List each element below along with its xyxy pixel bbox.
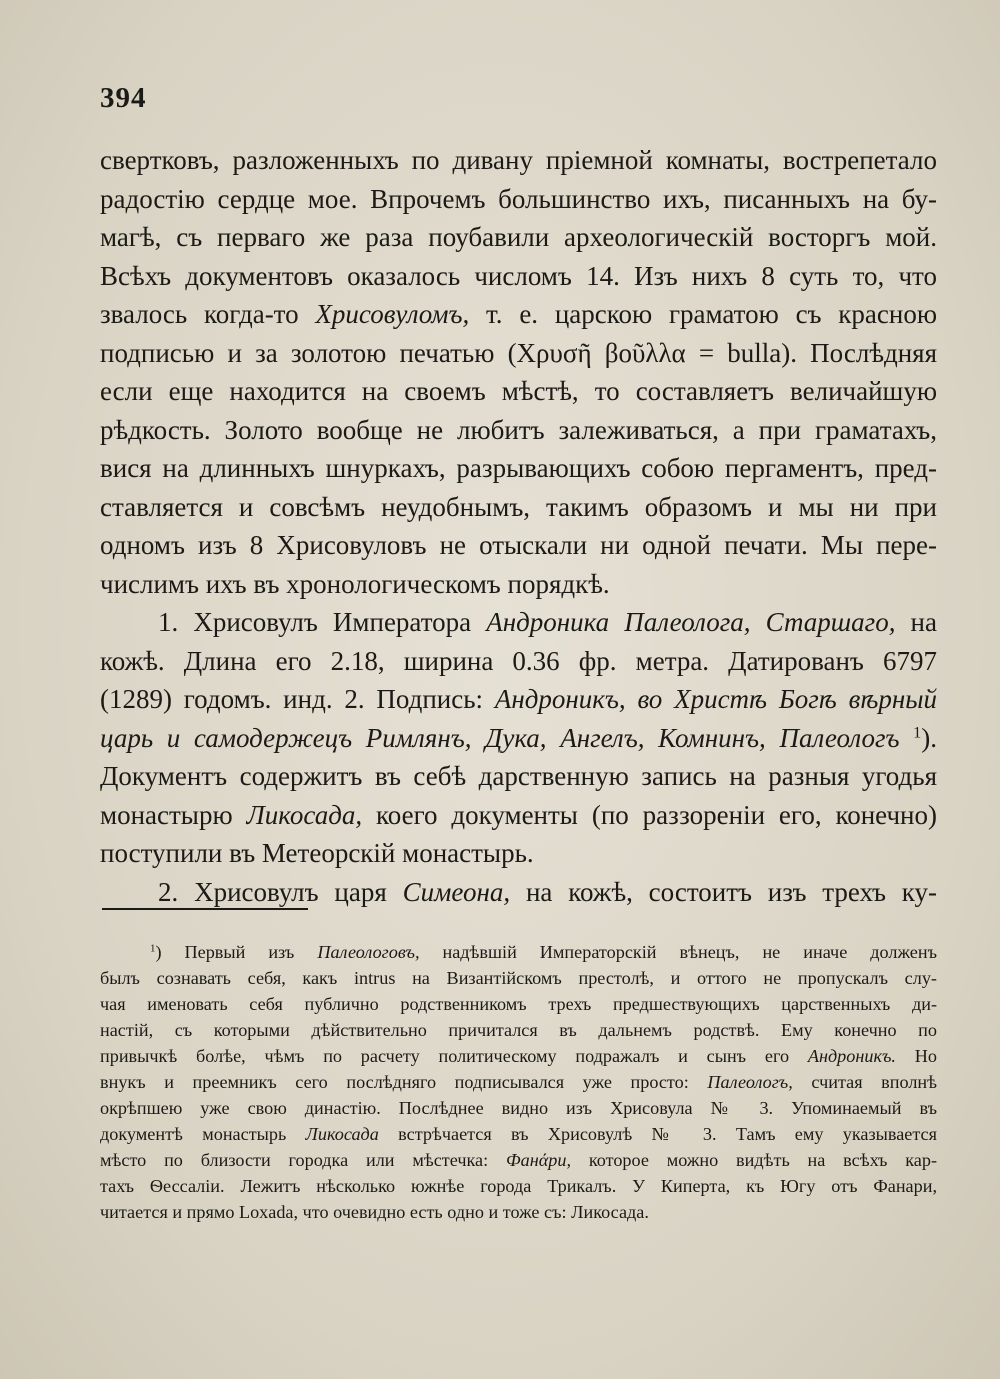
footnote-line: привычкѣ болѣе, чѣмъ по расчету политическому подражалъ и сынъ его Андроникъ. Но [100,1046,937,1066]
footnote-line: внукъ и преемникъ сего послѣдняго подписывался уже просто: Палеологъ, считая вполнѣ [100,1072,938,1092]
text-line: Всѣхъ документовъ оказалось числомъ 14. Изъ нихъ 8 суть то, что [100,260,937,291]
footnote-line: настій, съ которыми дѣйствительно причитался въ дальнемъ родствѣ. Ему конечно по [100,1020,937,1040]
footnote-line: тахъ Ѳессаліи. Лежитъ нѣсколько южнѣе города Трикалъ. У Киперта, къ Югу отъ Фанари, [100,1176,937,1196]
footnote-line: читается и прямо Loxada, что очевидно есть одно и тоже съ: Ликосада. [100,1202,649,1222]
footnote-ref[interactable]: 1 [913,722,922,741]
footnote-line: окрѣпшею уже свою династію. Послѣднее видно изъ Хрисовула № 3. Упоминаемый въ [100,1098,937,1118]
text-line: царь и самодержецъ Римлянъ, Дука, Ангелъ, Комнинъ, Палеологъ $^1$). [100,722,938,753]
text-line: магѣ, съ перваго же раза поубавили археологическій восторгъ мой. [100,222,937,252]
footnotes [100,939,937,1225]
footnote-line: мѣсто по близости городка или мѣстечка: Фанάри, которое можно видѣть на всѣхъ кар- [100,1150,938,1170]
text-line: монастырю Ликосада, коего документы (по раззореніи его, конечно) [100,799,937,830]
text-line: одномъ изъ 8 Хрисовуловъ не отыскали ни одной печати. Мы пере- [100,530,937,560]
text-line: вися на длинныхъ шнуркахъ, разрывающихъ собою пергаментъ, пред- [100,453,937,483]
text-line: 1. Хрисовулъ Императора Андроника Палеолога, Старшаго, на [158,607,937,637]
text-line: 2. Хрисовулъ царя Симеона, на кожѣ, состоитъ изъ трехъ ку- [158,876,938,907]
footnote-line: документѣ монастырь Ликосада встрѣчается въ Хрисовулѣ № 3. Тамъ ему указывается [100,1124,937,1144]
text-line: поступили въ Метеорскій монастырь. [100,838,534,868]
text-line: ставляется и совсѣмъ неудобнымъ, такимъ образомъ и мы ни при [100,491,937,522]
text-line: радостію сердце мое. Впрочемъ большинство ихъ, писанныхъ на бу- [100,183,937,214]
text-line: кожѣ. Длина его 2.18, ширина 0.36 фр. метра. Датированъ 6797 [100,645,937,676]
text-line: (1289) годомъ. инд. 2. Подпись: Андроникъ, во Христѣ Богѣ вѣрный [100,684,938,714]
footnote-line: чая именовать себя публично родственникомъ трехъ предшествующихъ царственныхъ ди- [100,994,937,1014]
text-line: свертковъ, разложенныхъ по дивану пріемной комнаты, вострепетало [100,145,937,175]
footnote-marker: 1 [150,942,156,955]
text-line: подписью и за золотою печатью (Χρυσῆ βοῦλλα = bulla). Послѣдняя [100,337,937,368]
text-line: Документъ содержитъ въ себѣ дарственную запись на разныя угодья [100,761,937,791]
text-line: звалось когда-то Хрисовуломъ, т. е. царскою граматою съ красною [100,299,937,329]
text-line: рѣдкость. Золото вообще не любитъ залеживаться, а при граматахъ, [100,414,937,445]
main-text [100,141,937,911]
footnote-line: $^1$) Первый изъ Палеологовъ, надѣвшій Императорскій вѣнецъ, не иначе долженъ [150,942,937,962]
page-number: 394 [100,82,147,114]
footnote-line: былъ сознавать себя, какъ intrus на Византійскомъ престолѣ, и оттого не пропускалъ слу- [100,968,937,988]
footnote-divider [102,908,308,910]
text-line: числимъ ихъ въ хронологическомъ порядкѣ. [100,568,610,599]
text-line: если еще находится на своемъ мѣстѣ, то составляетъ величайшую [100,376,937,406]
